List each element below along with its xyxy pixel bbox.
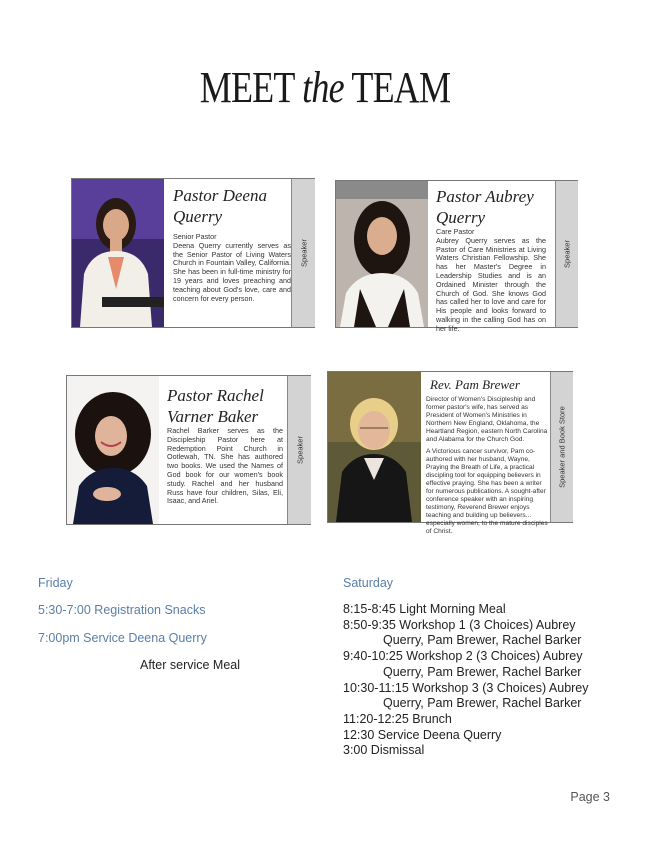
saturday-schedule <box>343 602 589 759</box>
speaker-tab: Speaker <box>287 376 311 524</box>
speaker-bio: Director of Women's Discipleship and former pastor's wife, has served as President of Women's Ministries in Northern New England, Oklahoma, the Heartland Region, eastern North Carolina and Alabama for the Church God. <box>426 396 548 443</box>
speaker-photo <box>336 181 428 327</box>
speaker-bio: A Victorious cancer survivor, Pam co-authored with her husband, Wayne, Praying the Breath of Life, a practical discipling tool for equipping believers in effective praying. She has been a writer for numerous publications. A sought-after conference speaker with an inspiring testimony, Reverend Brewer enjoys teaching and building up believers... especially women, to the mature disciples of Christ. <box>426 448 548 535</box>
speaker-name: Querry <box>436 208 486 227</box>
friday-item: 5:30-7:00 Registration Snacks <box>38 603 206 617</box>
speaker-name: Pastor Deena <box>173 186 267 205</box>
speaker-card-deena <box>71 178 315 328</box>
page-number: Page 3 <box>570 790 610 804</box>
speaker-bio: Rachel Barker serves as the Discipleship Pastor here at Redemption Point Church in Ootlewah, TN. She has authored two books. We used the Names of God book for our women's book study. Rachel and her husband Russ have four children, Silas, Eli, Isaac, and Ariel. <box>167 426 283 506</box>
schedule-line: 3:00 Dismissal <box>343 743 425 758</box>
speaker-bio: Aubrey Querry serves as the Pastor of Care Ministries at Living Waters Christian Fellowship. She has her Master's Degree in Leadership Studies and is an Ordained Minister through the Church of God. She knows God has called her to love and care for His people and looks forward to walking in the calling God has on her life. <box>436 235 546 333</box>
schedule-line: 8:15-8:45 Light Morning Meal <box>343 602 506 616</box>
speaker-card-aubrey <box>335 180 578 333</box>
speaker-name: Rev. Pam Brewer <box>430 377 520 392</box>
schedule-line: 11:20-12:25 Brunch <box>343 711 452 726</box>
speaker-name: Pastor Rachel <box>167 386 264 405</box>
friday-heading: Friday <box>38 576 73 590</box>
speaker-photo <box>328 372 421 522</box>
speaker-bio: Deena Querry currently serves as the Senior Pastor of Living Waters Church in Fountain Valley, California. She has been in full-time ministry for 19 years and loves preaching and teaching about God's love, care and concern for every person. <box>173 240 291 303</box>
speaker-role: Care Pastor <box>436 227 475 236</box>
schedule-line: Querry, Pam Brewer, Rachel Barker <box>383 633 582 648</box>
speaker-name: Querry <box>173 207 223 226</box>
schedule-line: 9:40-10:25 Workshop 2 (3 Choices) Aubrey <box>343 649 583 664</box>
speaker-card-rachel <box>66 375 311 525</box>
speaker-tab: Speaker <box>291 179 315 327</box>
friday-item: 7:00pm Service Deena Querry <box>38 631 207 645</box>
schedule-line: 8:50-9:35 Workshop 1 (3 Choices) Aubrey <box>343 617 576 632</box>
speaker-photo <box>67 376 159 524</box>
saturday-heading: Saturday <box>343 576 394 590</box>
schedule-line: Querry, Pam Brewer, Rachel Barker <box>383 696 582 711</box>
speaker-role: Senior Pastor <box>173 232 217 241</box>
schedule-line: 10:30-11:15 Workshop 3 (3 Choices) Aubrey <box>343 680 589 695</box>
speaker-name: Pastor Aubrey <box>436 187 534 206</box>
schedule-line: 12:30 Service Deena Querry <box>343 727 502 742</box>
speaker-tab: Speaker and Book Store <box>550 372 573 522</box>
speaker-photo <box>72 179 164 327</box>
page-title: MEET the TEAM <box>199 63 451 112</box>
schedule-line: Querry, Pam Brewer, Rachel Barker <box>383 664 582 679</box>
speaker-name: Varner Baker <box>167 407 259 426</box>
speaker-card-pam <box>327 371 573 535</box>
friday-item: After service Meal <box>140 658 241 672</box>
speaker-tab: Speaker <box>555 181 578 327</box>
